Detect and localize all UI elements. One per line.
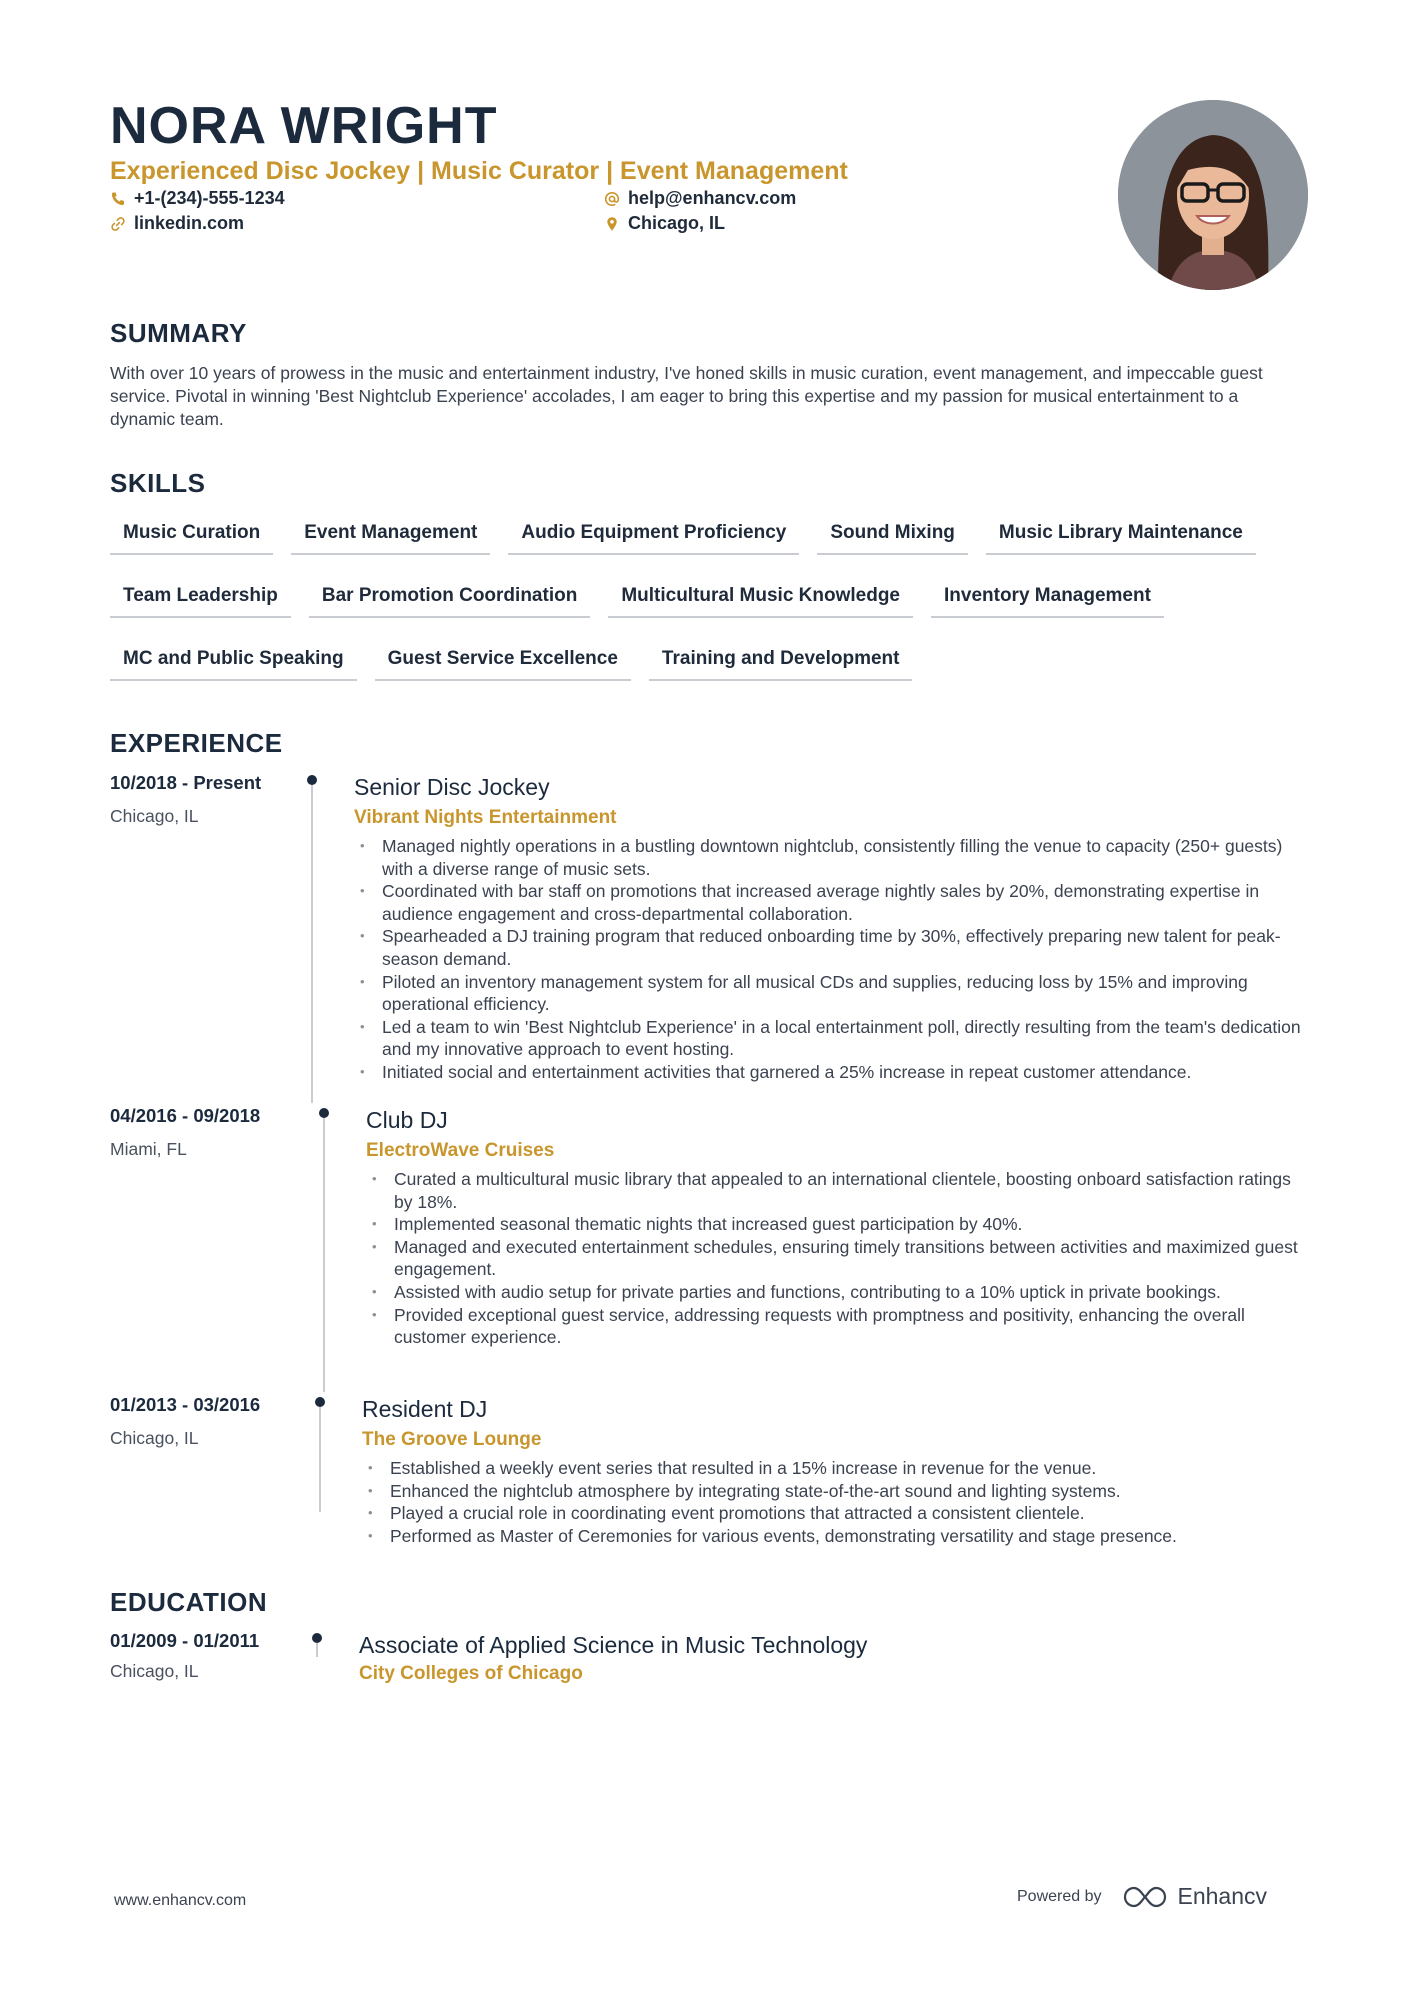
- skills-heading: SKILLS: [110, 468, 206, 498]
- experience-dates: 10/2018 - Present: [110, 772, 262, 793]
- footer-branding: [1017, 1883, 1267, 1910]
- timeline-dot: [319, 1108, 329, 1118]
- experience-bullets: [362, 1457, 1310, 1547]
- experience-role: Senior Disc Jockey: [354, 774, 550, 800]
- skill-tag: Sound Mixing: [817, 512, 968, 555]
- timeline-dot: [315, 1397, 325, 1407]
- experience-body: [366, 1105, 1310, 1349]
- candidate-headline: Experienced Disc Jockey | Music Curator | Event Management: [110, 157, 848, 185]
- timeline-line: [319, 1407, 321, 1512]
- education-degree: Associate of Applied Science in Music Technology: [359, 1632, 868, 1658]
- link-icon: [110, 216, 126, 232]
- experience-body: [354, 772, 1310, 1084]
- list-item: • Initiated social and entertainment activities that garnered a 25% increase in repeat customer attendance.: [354, 1061, 1310, 1084]
- email-address: help@enhancv.com: [628, 188, 797, 208]
- list-item: • Curated a multicultural music library that appealed to an international clientele, boosting onboard satisfaction ratings by 18%.: [366, 1168, 1310, 1213]
- skill-tag: Event Management: [291, 512, 490, 555]
- timeline-line: [311, 785, 313, 1103]
- brand-name: Enhancv: [1177, 1883, 1268, 1909]
- education-heading: EDUCATION: [110, 1587, 268, 1617]
- list-item: • Implemented seasonal thematic nights that increased guest participation by 40%.: [366, 1213, 1310, 1236]
- experience-location: Chicago, IL: [110, 1428, 199, 1448]
- skill-tag: Music Library Maintenance: [986, 512, 1256, 555]
- experience-company: The Groove Lounge: [362, 1429, 542, 1450]
- skill-tag: Guest Service Excellence: [375, 638, 631, 681]
- education-body: [359, 1630, 1310, 1685]
- experience-location: Miami, FL: [110, 1139, 187, 1159]
- experience-heading: EXPERIENCE: [110, 728, 283, 758]
- experience-dates: 04/2016 - 09/2018: [110, 1105, 261, 1126]
- list-item: • Led a team to win 'Best Nightclub Experience' in a local entertainment poll, directly resulting from the team's dedication and my innovative approach to event hosting.: [354, 1016, 1310, 1061]
- skill-tag: Music Curation: [110, 512, 273, 555]
- skill-tag: Audio Equipment Proficiency: [508, 512, 799, 555]
- list-item: • Assisted with audio setup for private parties and functions, contributing to a 10% uptick in private bookings.: [366, 1281, 1310, 1304]
- experience-bullets: [366, 1168, 1310, 1349]
- experience-bullets: [354, 835, 1310, 1084]
- list-item: • Played a crucial role in coordinating event promotions that attracted a consistent clientele.: [362, 1502, 1310, 1525]
- experience-role: Club DJ: [366, 1107, 448, 1133]
- skill-tag: Inventory Management: [931, 575, 1164, 618]
- candidate-name: NORA WRIGHT: [110, 97, 498, 155]
- profile-photo: [1118, 100, 1308, 290]
- summary-text: With over 10 years of prowess in the music and entertainment industry, I've honed skills in music curation, event management, and impeccable guest service. Pivotal in winning 'Best Nightclub Experience' accolades, I am eager to bring this expertise and my passion for musical entertainment to a dynamic team.: [110, 363, 1263, 429]
- contact-linkedin: [110, 213, 244, 234]
- list-item: • Established a weekly event series that resulted in a 15% increase in revenue for the venue.: [362, 1457, 1310, 1480]
- education-dates: 01/2009 - 01/2011: [110, 1630, 260, 1651]
- profile-portrait-image: [1118, 100, 1308, 290]
- location-text: Chicago, IL: [628, 213, 726, 233]
- experience-company: ElectroWave Cruises: [366, 1140, 555, 1161]
- list-item: • Enhanced the nightclub atmosphere by integrating state-of-the-art sound and lighting systems.: [362, 1480, 1310, 1503]
- experience-location: Chicago, IL: [110, 806, 199, 826]
- timeline-dot: [312, 1633, 322, 1643]
- phone-number: +1-(234)-555-1234: [134, 188, 285, 208]
- powered-by-label: Powered by: [1017, 1887, 1102, 1905]
- linkedin-link[interactable]: linkedin.com: [134, 213, 245, 233]
- education-school: City Colleges of Chicago: [359, 1663, 583, 1684]
- education-location: Chicago, IL: [110, 1661, 199, 1681]
- skills-list: [110, 512, 1320, 681]
- phone-icon: [110, 191, 126, 207]
- timeline-dot: [307, 775, 317, 785]
- list-item: • Managed nightly operations in a bustling downtown nightclub, consistently filling the venue to capacity (250+ guests) with a diverse range of music sets.: [354, 835, 1310, 880]
- experience-company: Vibrant Nights Entertainment: [354, 807, 617, 828]
- contact-phone: [110, 188, 285, 209]
- contact-email: [604, 188, 796, 209]
- list-item: • Managed and executed entertainment schedules, ensuring timely transitions between activities and maximized guest engagement.: [366, 1236, 1310, 1281]
- skill-tag: MC and Public Speaking: [110, 638, 357, 681]
- skill-tag: Multicultural Music Knowledge: [608, 575, 913, 618]
- list-item: • Performed as Master of Ceremonies for various events, demonstrating versatility and stage presence.: [362, 1525, 1310, 1548]
- list-item: • Provided exceptional guest service, addressing requests with promptness and positivity, enhancing the overall customer experience.: [366, 1304, 1310, 1349]
- timeline-line: [323, 1118, 325, 1392]
- skill-tag: Team Leadership: [110, 575, 291, 618]
- footer-website[interactable]: www.enhancv.com: [114, 1892, 247, 1909]
- experience-body: [362, 1394, 1310, 1547]
- list-item: • Spearheaded a DJ training program that reduced onboarding time by 30%, effectively preparing new talent for peak-season demand.: [354, 925, 1310, 970]
- contact-location: [604, 213, 725, 234]
- experience-role: Resident DJ: [362, 1396, 488, 1422]
- enhancv-logo-icon: [1122, 1885, 1168, 1909]
- skill-tag: Training and Development: [649, 638, 913, 681]
- timeline-line: [316, 1643, 318, 1657]
- list-item: • Coordinated with bar staff on promotions that increased average nightly sales by 20%, demonstrating expertise in audience engagement and cross-departmental collaboration.: [354, 880, 1310, 925]
- skill-tag: Bar Promotion Coordination: [309, 575, 590, 618]
- experience-dates: 01/2013 - 03/2016: [110, 1394, 261, 1415]
- brand-logo: [1122, 1883, 1268, 1910]
- list-item: • Piloted an inventory management system for all musical CDs and supplies, reducing loss by 15% and improving operational efficiency.: [354, 971, 1310, 1016]
- summary-heading: SUMMARY: [110, 318, 247, 348]
- map-pin-icon: [604, 216, 620, 232]
- at-sign-icon: [604, 191, 620, 207]
